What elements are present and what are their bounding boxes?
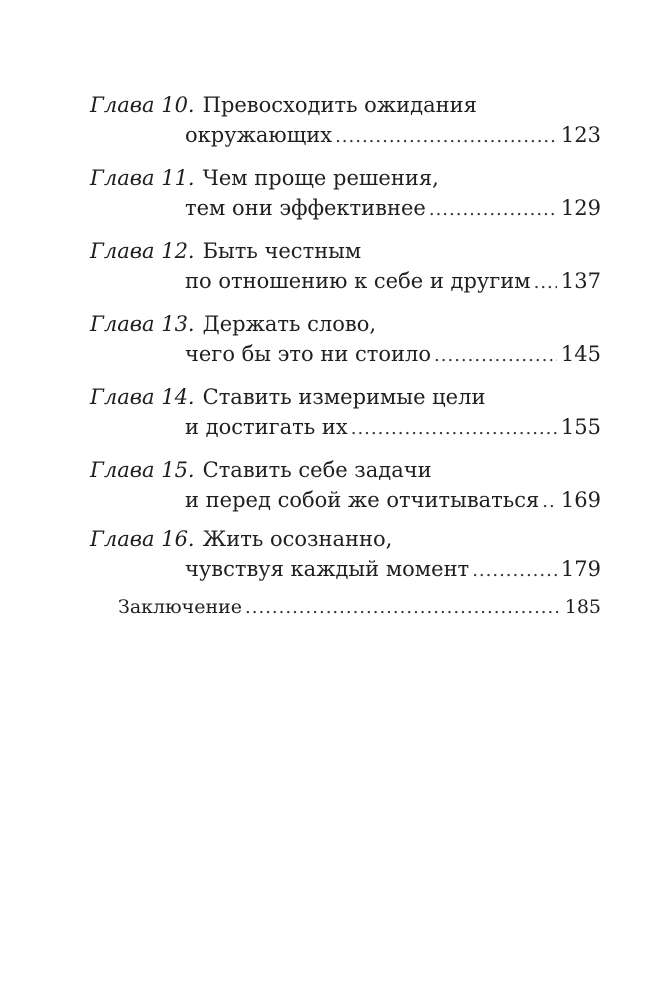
chapter-title-line-2: окружающих (185, 123, 333, 147)
toc-entry-line-1 (90, 455, 601, 485)
chapter-title-line-1: Ставить измеримые цели (202, 385, 486, 409)
chapter-label: Глава 16. (90, 527, 195, 551)
toc-entry-conclusion (118, 592, 601, 623)
toc-entry-chapter-16 (90, 524, 601, 584)
chapter-title-line-2: тем они эффективнее (185, 196, 426, 220)
page-number: 185 (564, 596, 601, 618)
toc-entry-line-2 (90, 485, 601, 515)
page-number: 169 (560, 488, 601, 512)
dot-leader (542, 487, 557, 517)
chapter-label: Глава 14. (90, 385, 195, 409)
page-number: 179 (560, 557, 601, 581)
chapter-label: Глава 10. (90, 93, 195, 117)
toc-entry-line-1 (90, 524, 601, 554)
chapter-title-line-2: и достигать их (185, 415, 348, 439)
dot-leader (351, 414, 557, 444)
toc-entry-chapter-15 (90, 455, 601, 515)
chapter-title-line-2: и перед собой же отчитываться (185, 488, 540, 512)
toc-entry-line-1 (90, 382, 601, 412)
toc-entry-line-1 (90, 90, 601, 120)
chapter-label: Глава 13. (90, 312, 195, 336)
toc-entry-chapter-11 (90, 163, 601, 223)
page-number: 145 (560, 342, 601, 366)
dot-leader (335, 122, 557, 152)
dot-leader (429, 195, 557, 225)
toc-entry-line-2 (90, 193, 601, 223)
page-number: 155 (560, 415, 601, 439)
chapter-title-line-1: Жить осознанно, (202, 527, 393, 551)
toc-entry-line-2 (90, 120, 601, 150)
toc-entry-line-2 (90, 266, 601, 296)
toc-entry-line-2 (90, 339, 601, 369)
chapter-title-line-1: Держать слово, (202, 312, 377, 336)
page-number: 137 (560, 269, 601, 293)
toc-entry-line-2 (90, 412, 601, 442)
toc-entry-line-1 (90, 309, 601, 339)
toc-entry-line-1 (90, 163, 601, 193)
toc-entry-chapter-12 (90, 236, 601, 296)
toc-entry-line-2 (90, 554, 601, 584)
page-number: 129 (560, 196, 601, 220)
toc-entry-chapter-14 (90, 382, 601, 442)
toc-entry-chapter-10 (90, 90, 601, 150)
dot-leader (245, 593, 561, 623)
chapter-label: Глава 11. (90, 166, 195, 190)
dot-leader (534, 268, 557, 298)
chapter-title-line-1: Быть честным (202, 239, 362, 263)
conclusion-title: Заключение (118, 596, 243, 618)
chapter-title-line-2: чувствуя каждый момент (185, 557, 470, 581)
dot-leader (434, 341, 557, 371)
chapter-title-line-1: Чем проще решения, (202, 166, 439, 190)
chapter-title-line-2: по отношению к себе и другим (185, 269, 531, 293)
chapter-title-line-1: Превосходить ожидания (202, 93, 477, 117)
page-number: 123 (560, 123, 601, 147)
dot-leader (472, 556, 557, 586)
chapter-label: Глава 15. (90, 458, 195, 482)
chapter-title-line-2: чего бы это ни стоило (185, 342, 432, 366)
chapter-label: Глава 12. (90, 239, 195, 263)
chapter-title-line-1: Ставить себе задачи (202, 458, 432, 482)
toc-entry-chapter-13 (90, 309, 601, 369)
toc-entry-line-1 (90, 236, 601, 266)
